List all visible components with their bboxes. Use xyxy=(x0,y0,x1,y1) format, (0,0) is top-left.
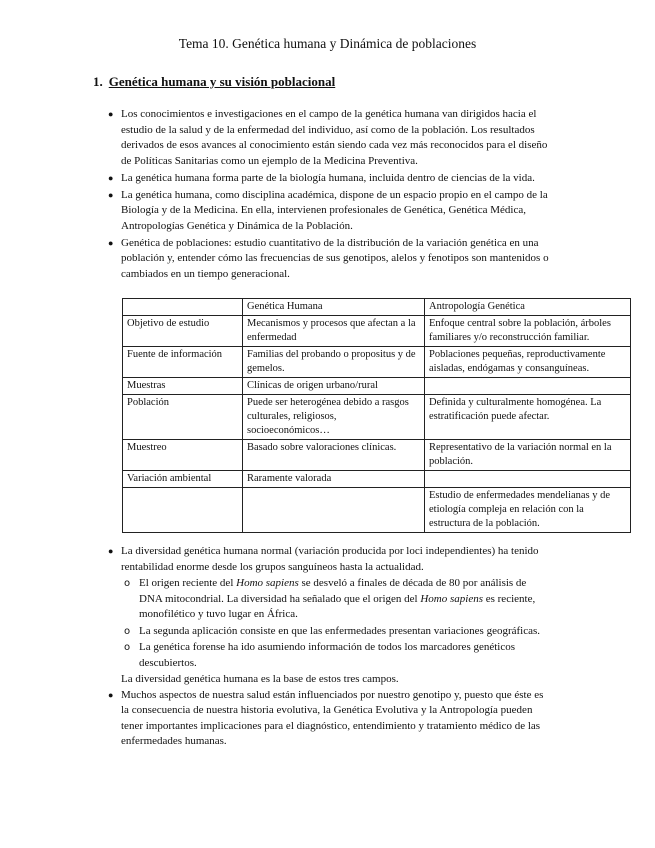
table-row xyxy=(123,395,631,440)
section-heading-text: Genética humana y su visión poblacional xyxy=(108,74,336,89)
table-cell: Puede ser heterogénea debido a rasgos culturales, religiosos, socioeconómicos… xyxy=(243,395,425,440)
table-row xyxy=(123,378,631,395)
bullet-icon: ● xyxy=(108,189,114,200)
table-cell: Basado sobre valoraciones clínicas. xyxy=(243,440,425,471)
document-title: Tema 10. Genética humana y Dinámica de poblaciones xyxy=(178,36,477,51)
table-header-cell: Antropología Genética xyxy=(425,299,631,316)
circle-bullet-icon: o xyxy=(124,578,131,589)
list-item xyxy=(108,188,558,235)
list-item xyxy=(108,688,548,750)
table-cell xyxy=(425,471,631,488)
summary-line: La diversidad genética humana es la base de estos tres campos. xyxy=(121,673,399,685)
bullet-text: La genética humana forma parte de la biología humana, incluida dentro de ciencias de la vida. xyxy=(121,171,535,184)
table-cell: Raramente valorada xyxy=(243,471,425,488)
sub-list-item xyxy=(121,624,548,640)
list-item xyxy=(108,107,558,169)
table-header-row xyxy=(123,299,631,316)
comparison-table xyxy=(122,298,631,533)
intro-bullet-list xyxy=(108,107,558,284)
species-name: Homo sapiens xyxy=(236,577,299,589)
table-header-cell: Genética Humana xyxy=(243,299,425,316)
table-cell: Estudio de enfermedades mendelianas y de etiología compleja en relación con la estructura de la población. xyxy=(425,488,631,533)
table-cell: Definida y culturalmente homogénea. La estratificación puede afectar. xyxy=(425,395,631,440)
table-row xyxy=(123,488,631,533)
bullet-text: Muchos aspectos de nuestra salud están influenciados por nuestro genotipo y, puesto que éste es la consecuencia de nuestra historia evolutiva, la Genética Evolutiva y la Antropología pueden tener importantes implicaciones para el diagnóstico, entendimiento y tratamiento médico de las enfermedades humanas. xyxy=(121,688,544,747)
table-cell: Poblaciones pequeñas, reproductivamente aisladas, endógamas y consanguíneas. xyxy=(425,347,631,378)
table-cell xyxy=(425,378,631,395)
table-cell: Población xyxy=(123,395,243,440)
sub-list-item xyxy=(121,576,548,623)
table-cell xyxy=(123,488,243,533)
table-cell: Enfoque central sobre la población, árboles familiares y/o reconstrucción familiar. xyxy=(425,316,631,347)
bullet-icon: ● xyxy=(108,546,114,556)
list-item xyxy=(108,236,558,283)
bullet-text: La genética humana, como disciplina académica, dispone de un espacio propio en el campo de la Biología y de la Medicina. En ella, intervienen profesionales de Genética, Genética Médica, Antropologías Genética y Dinámica de la Población. xyxy=(121,188,548,232)
sub-list xyxy=(121,576,548,671)
list-item xyxy=(108,171,558,187)
table-cell: Fuente de información xyxy=(123,347,243,378)
section-number: 1. xyxy=(93,74,103,89)
table-row xyxy=(123,316,631,347)
list-item xyxy=(108,544,548,688)
section-heading xyxy=(93,74,335,90)
bullet-text: Los conocimientos e investigaciones en el campo de la genética humana van dirigidos hacia el estudio de la salud y de la enfermedad del individuo, así como de la población. Los resultados derivados de esos avances al conocimiento están siendo cada vez más reconocidos para el diseño de Políticas Sanitarias como un ejemplo de la Medicina Preventiva. xyxy=(121,108,548,167)
disease-text: La segunda aplicación consiste en que las enfermedades presentan variaciones geográficas. xyxy=(139,624,541,637)
table-cell xyxy=(243,488,425,533)
table-cell: Representativo de la variación normal en la población. xyxy=(425,440,631,471)
table-row xyxy=(123,347,631,378)
circle-bullet-icon: o xyxy=(124,642,131,653)
origin-text: El origen reciente del Homo sapiens se desveló a finales de década de 80 por análisis de DNA mitocondrial. La diversidad ha señalado que el origen del Homo sapiens es reciente, monofilético y tuvo lugar en África. xyxy=(139,577,536,620)
diversity-bullet-list xyxy=(108,544,548,750)
sub-list-item xyxy=(121,640,548,671)
bullet-icon: ● xyxy=(108,172,114,183)
bullet-icon: ● xyxy=(108,109,114,119)
species-name: Homo sapiens xyxy=(420,592,483,605)
bullet-text: La diversidad genética humana normal (variación producida por loci independientes) ha tenido rentabilidad enorme desde los grupos sanguíneos hasta la actualidad. xyxy=(121,545,539,573)
table-header-cell xyxy=(123,299,243,316)
circle-bullet-icon: o xyxy=(124,625,131,637)
table-cell: Objetivo de estudio xyxy=(123,316,243,347)
forensic-text: La genética forense ha ido asumiendo información de todos los marcadores genéticos descubiertos. xyxy=(139,641,516,669)
table-cell: Muestras xyxy=(123,378,243,395)
table-row xyxy=(123,471,631,488)
bullet-icon: ● xyxy=(108,689,114,700)
bullet-text: Genética de poblaciones: estudio cuantitativo de la distribución de la variación genética en una población y, entender cómo las frecuencias de sus genotipos, alelos y fenotipos son mantenidos o cambiados en un tiempo generacional. xyxy=(121,236,549,280)
table-cell: Mecanismos y procesos que afectan a la enfermedad xyxy=(243,316,425,347)
table-row xyxy=(123,440,631,471)
table-cell: Variación ambiental xyxy=(123,471,243,488)
bullet-icon: ● xyxy=(108,237,114,248)
table-cell: Familias del probando o propositus y de gemelos. xyxy=(243,347,425,378)
table-cell: Clínicas de origen urbano/rural xyxy=(243,378,425,395)
table-cell: Muestreo xyxy=(123,440,243,471)
